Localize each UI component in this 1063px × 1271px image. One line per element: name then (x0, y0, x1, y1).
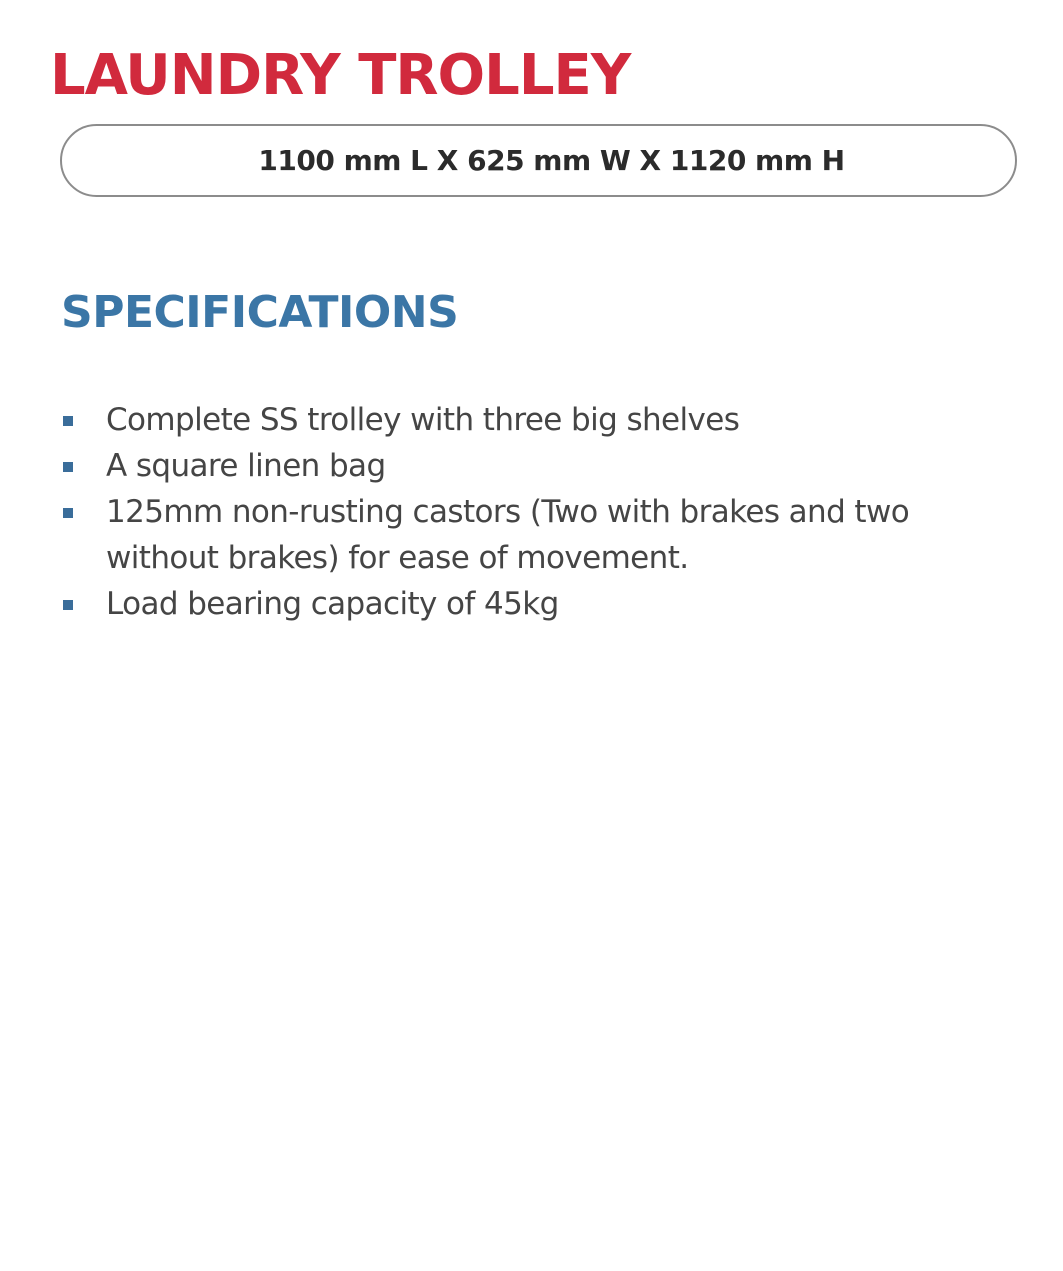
square-bullet-icon (63, 416, 73, 426)
spec-item-text: Complete SS trolley with three big shelves (106, 402, 740, 438)
spec-item-text: 125mm non-rusting castors (Two with brakes and two without brakes) for ease of movement. (106, 494, 910, 576)
spec-item (63, 581, 1023, 627)
spec-item-text: Load bearing capacity of 45kg (106, 586, 559, 622)
square-bullet-icon (63, 600, 73, 610)
product-title: LAUNDRY TROLLEY (50, 43, 631, 108)
square-bullet-icon (63, 508, 73, 518)
dimensions-pill (60, 124, 1017, 197)
specifications-list (63, 397, 1023, 627)
spec-item-text: A square linen bag (106, 448, 386, 484)
square-bullet-icon (63, 462, 73, 472)
spec-item (63, 397, 1023, 443)
spec-item (63, 489, 1023, 581)
spec-item (63, 443, 1023, 489)
dimensions-text: 1100 mm L X 625 mm W X 1120 mm H (258, 144, 845, 177)
specifications-heading: SPECIFICATIONS (61, 287, 459, 338)
